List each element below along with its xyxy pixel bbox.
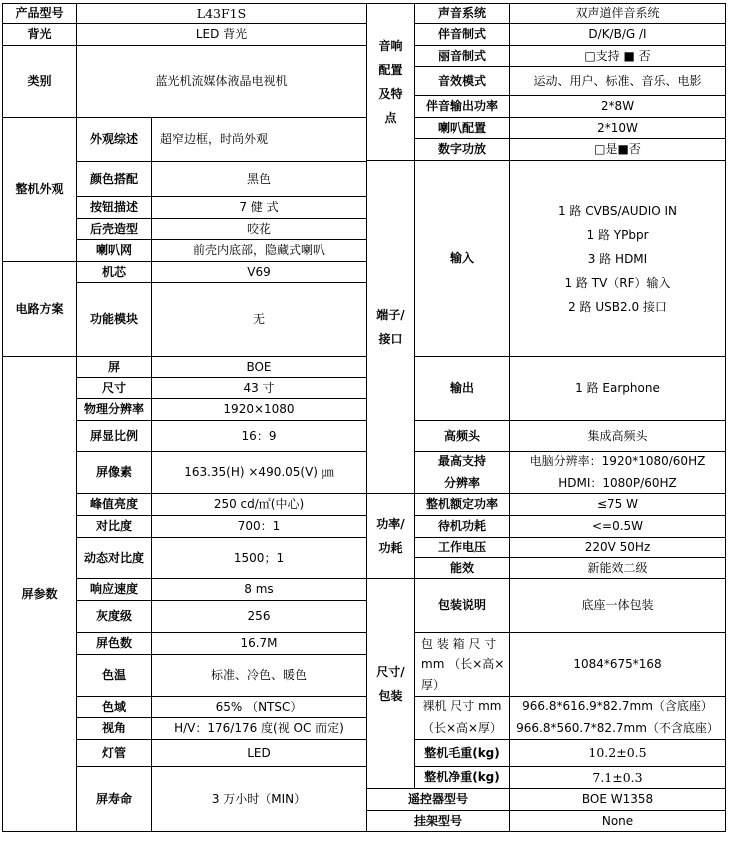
spec-value-cell: 底座一体包装 [509,578,726,633]
spec-value-cell: 集成高频头 [509,420,726,452]
spec-value-cell: 3 万小时（MIN） [151,766,367,832]
spec-value-cell: 2*10W [509,117,726,139]
spec-value-cell: 220V 50Hz [509,537,726,558]
spec-label-cell: 屏色数 [76,632,152,655]
spec-value-cell: 超窄边框，时尚外观 [151,117,367,162]
spec-label-cell: 挂架型号 [366,810,510,832]
spec-label-cell: 背光 [2,23,77,46]
spec-value-cell: BOE W1358 [509,788,726,811]
spec-value-cell: H/V：176/176 度(视 OC 而定) [151,717,367,740]
spec-value-cell: 7 健 式 [151,196,367,219]
spec-label-cell: 整机外观 [2,117,77,262]
spec-label-cell: 响应速度 [76,578,152,601]
spec-label-cell: 端子/ 接口 [366,160,415,494]
spec-value-cell: 2*8W [509,95,726,118]
spec-label-cell: 色域 [76,696,152,718]
spec-label-cell: 物理分辨率 [76,398,152,421]
spec-label-cell: 遥控器型号 [366,788,510,811]
spec-value-cell: BOE [151,356,367,378]
spec-label-cell: 灯管 [76,739,152,767]
spec-label-cell: 外观综述 [76,117,152,162]
spec-label-cell: 尺寸/ 包装 [366,578,415,789]
spec-label-cell: 功能模块 [76,282,152,357]
spec-label-cell: 输入 [414,160,510,357]
spec-label-cell: 后壳造型 [76,218,152,240]
spec-value-cell: 1 路 CVBS/AUDIO IN 1 路 YPbpr 3 路 HDMI 1 路 TV（RF）输入 2 路 USB2.0 接口 [509,160,726,357]
spec-label-cell: 整机净重(kg) [414,766,510,789]
spec-value-cell: □支持 ■ 否 [509,45,726,67]
spec-value-cell: 256 [151,600,367,633]
spec-value-cell: 250 cd/㎡(中心) [151,493,367,516]
spec-label-cell: 数字功放 [414,138,510,161]
spec-label-cell: 待机功耗 [414,515,510,538]
spec-value-cell: ≤75 W [509,493,726,516]
spec-label-cell: 色温 [76,654,152,697]
spec-value-cell: 咬花 [151,218,367,240]
spec-value-cell: 700：1 [151,515,367,538]
spec-label-cell: 能效 [414,557,510,579]
spec-value-cell: D/K/B/G /I [509,23,726,46]
spec-label-cell: 工作电压 [414,537,510,558]
spec-label-cell: 产品型号 [2,3,77,24]
spec-label-cell: 声音系统 [414,3,510,24]
spec-value-cell: 包 装 箱 尺 寸 mm （长×高× 厚） [414,632,510,697]
spec-label-cell: 音响 配置 及特 点 [366,3,415,161]
spec-label-cell: 屏参数 [2,356,77,832]
spec-value-cell: 黑色 [151,161,367,197]
spec-label-cell: 对比度 [76,515,152,538]
spec-value-cell: 10.2±0.5 [509,739,726,767]
spec-value-cell: LED 背光 [76,23,367,46]
spec-value-cell: 1 路 Earphone [509,356,726,421]
spec-label-cell: 屏 [76,356,152,378]
spec-label-cell: 高频头 [414,420,510,452]
spec-label-cell: 音效模式 [414,66,510,96]
spec-label-cell: 峰值亮度 [76,493,152,516]
spec-value-cell: 16：9 [151,420,367,452]
spec-value-cell: 裸机 尺寸 mm （长×高×厚） [414,696,510,740]
spec-value-cell: 电脑分辨率：1920*1080/60HZ HDMI：1080P/60HZ [509,451,726,494]
spec-value-cell: 43 寸 [151,377,367,399]
spec-label-cell: 伴音输出功率 [414,95,510,118]
spec-label-cell: 输出 [414,356,510,421]
spec-value-cell: None [509,810,726,832]
spec-label-cell: 颜色搭配 [76,161,152,197]
spec-value-cell: 标准、冷色、暖色 [151,654,367,697]
spec-label-cell: 喇叭配置 [414,117,510,139]
spec-value-cell: 双声道伴音系统 [509,3,726,24]
spec-value-cell: LED [151,739,367,767]
spec-label-cell: 屏寿命 [76,766,152,832]
spec-value-cell: 1084*675*168 [509,632,726,697]
spec-label-cell: 包装说明 [414,578,510,633]
spec-label-cell: 最高支持 分辨率 [414,451,510,494]
spec-value-cell: □是■否 [509,138,726,161]
spec-value-cell: 运动、用户、标准、音乐、电影 [509,66,726,96]
spec-value-cell: 966.8*616.9*82.7mm（含底座） 966.8*560.7*82.7mm（不含底座） [509,696,726,740]
spec-value-cell: 16.7M [151,632,367,655]
spec-label-cell: 屏像素 [76,451,152,494]
spec-value-cell: 无 [151,282,367,357]
spec-value-cell: V69 [151,261,367,283]
spec-label-cell: 整机额定功率 [414,493,510,516]
spec-value-cell: <=0.5W [509,515,726,538]
spec-label-cell: 喇叭网 [76,239,152,262]
spec-label-cell: 按钮描述 [76,196,152,219]
spec-value-cell: 7.1±0.3 [509,766,726,789]
spec-value-cell: 1920×1080 [151,398,367,421]
spec-label-cell: 丽音制式 [414,45,510,67]
spec-label-cell: 电路方案 [2,261,77,357]
spec-value-cell: 8 ms [151,578,367,601]
spec-label-cell: 伴音制式 [414,23,510,46]
spec-label-cell: 机芯 [76,261,152,283]
spec-label-cell: 功率/ 功耗 [366,493,415,579]
spec-label-cell: 视角 [76,717,152,740]
spec-value-cell: 163.35(H) ×490.05(V) ㎛ [151,451,367,494]
spec-label-cell: 类别 [2,45,77,118]
spec-label-cell: 整机毛重(kg) [414,739,510,767]
spec-label-cell: 动态对比度 [76,537,152,579]
spec-value-cell: 新能效二级 [509,557,726,579]
spec-label-cell: 尺寸 [76,377,152,399]
spec-value-cell: 1500；1 [151,537,367,579]
spec-label-cell: 灰度级 [76,600,152,633]
spec-value-cell: 蓝光机流媒体液晶电视机 [76,45,367,118]
spec-label-cell: 屏显比例 [76,420,152,452]
spec-value-cell: L43F1S [76,3,367,24]
spec-value-cell: 前壳内底部，隐藏式喇叭 [151,239,367,262]
spec-value-cell: 65% （NTSC） [151,696,367,718]
